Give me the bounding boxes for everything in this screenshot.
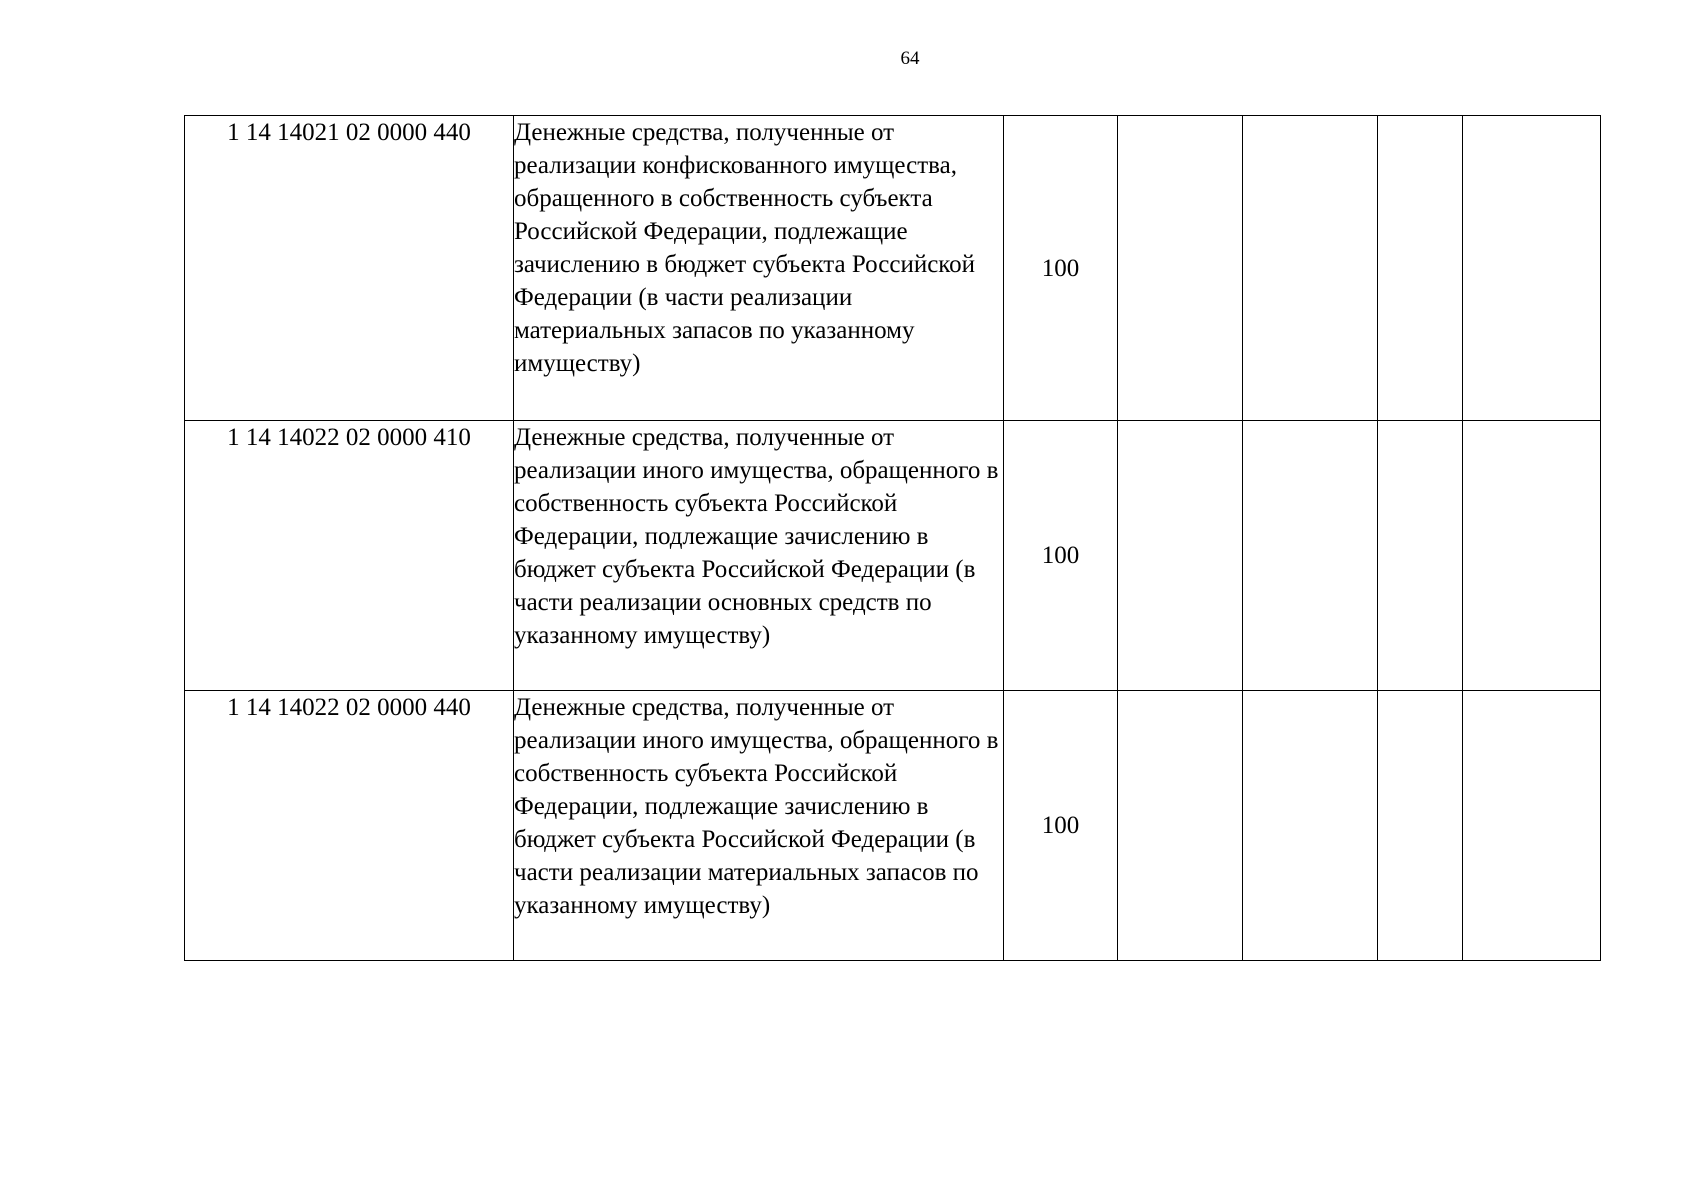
empty-cell — [1243, 116, 1378, 421]
table-row — [185, 691, 1601, 961]
empty-cell — [1243, 691, 1378, 961]
revenue-code-cell: 1 14 14022 02 0000 440 — [185, 691, 514, 961]
empty-cell — [1243, 421, 1378, 691]
revenue-name-cell: Денежные средства, полученные от реализации конфискованного имущества, обращенного в собственность субъекта Российской Федерации, подлежащие зачислению в бюджет субъекта Российской Федерации (в части реализации материальных запасов по указанному имуществу) — [514, 116, 1004, 421]
table-row — [185, 421, 1601, 691]
empty-cell — [1463, 421, 1601, 691]
revenue-code-cell: 1 14 14022 02 0000 410 — [185, 421, 514, 691]
empty-cell — [1378, 421, 1463, 691]
empty-cell — [1378, 116, 1463, 421]
table-row — [185, 116, 1601, 421]
empty-cell — [1118, 116, 1243, 421]
norm-cell: 100 — [1004, 691, 1118, 961]
revenue-code-cell: 1 14 14021 02 0000 440 — [185, 116, 514, 421]
empty-cell — [1118, 691, 1243, 961]
empty-cell — [1378, 691, 1463, 961]
empty-cell — [1463, 116, 1601, 421]
empty-cell — [1118, 421, 1243, 691]
norm-cell: 100 — [1004, 421, 1118, 691]
norm-cell: 100 — [1004, 116, 1118, 421]
revenue-name-cell: Денежные средства, полученные от реализации иного имущества, обращенного в собственность субъекта Российской Федерации, подлежащие зачислению в бюджет субъекта Российской Федерации (в части реализации основных средств по указанному имуществу) — [514, 421, 1004, 691]
revenue-name-cell: Денежные средства, полученные от реализации иного имущества, обращенного в собственность субъекта Российской Федерации, подлежащие зачислению в бюджет субъекта Российской Федерации (в части реализации материальных запасов по указанному имуществу) — [514, 691, 1004, 961]
page-number: 64 — [900, 48, 920, 69]
budget-revenue-table — [184, 115, 1601, 961]
empty-cell — [1463, 691, 1601, 961]
